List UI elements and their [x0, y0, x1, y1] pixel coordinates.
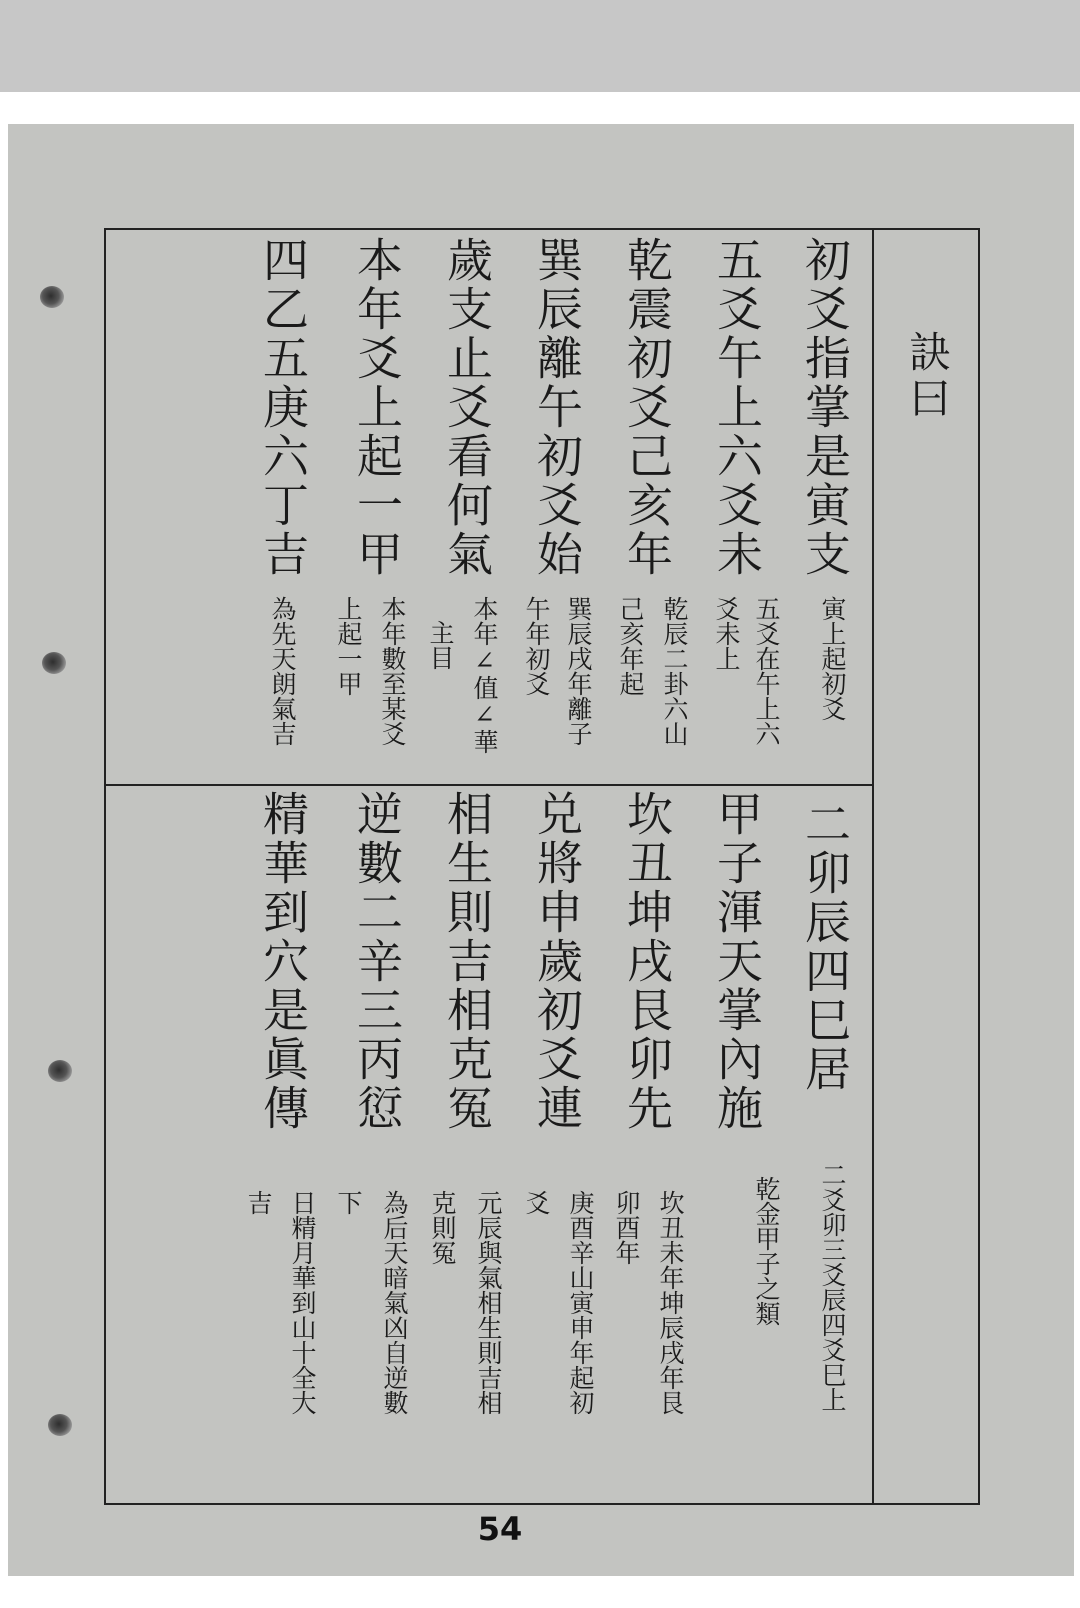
top-margin: [0, 0, 1080, 92]
page-number: 54: [477, 1510, 523, 1548]
verse-top-5: 歲支止爻看何氣: [440, 236, 494, 579]
verse-bottom-2: 甲子渾天掌內施: [710, 790, 764, 1133]
note-top-2b: 爻未上: [712, 596, 741, 671]
verse-top-1: 初爻指掌是寅支: [798, 236, 852, 579]
note-top-5a: 本年∠值∠華: [470, 596, 499, 754]
note-bottom-7b: 吉: [244, 1190, 273, 1215]
note-top-4a: 巽辰戌年離子: [564, 596, 593, 746]
note-bottom-7a: 日精月華到山十全大: [288, 1190, 317, 1415]
note-top-5b: 主目: [426, 620, 455, 670]
verse-top-3: 乾震初爻己亥年: [620, 236, 674, 579]
scan-bottom-border: [0, 1576, 1080, 1608]
verse-top-6: 本年爻上起一甲: [350, 236, 404, 579]
note-bottom-2a: 乾金甲子之類: [752, 1176, 781, 1326]
binding-hole: [42, 652, 66, 674]
note-bottom-6b: 下: [334, 1190, 363, 1215]
note-bottom-5a: 元辰與氣相生則吉相: [474, 1190, 503, 1415]
note-top-6b: 上起一甲: [334, 596, 363, 696]
heading-divider: [872, 228, 874, 1505]
binding-hole: [48, 1060, 72, 1082]
binding-hole: [48, 1414, 72, 1436]
scan-right-border: [1074, 124, 1080, 1608]
heading: 訣曰: [903, 330, 952, 422]
note-top-4b: 午年初爻: [522, 596, 551, 696]
verse-top-4: 巽辰離午初爻始: [530, 236, 584, 579]
note-bottom-4a: 庚酉辛山寅申年起初: [566, 1190, 595, 1415]
note-top-6a: 本年數至某爻: [378, 596, 407, 746]
verse-top-7: 四乙五庚六丁吉: [256, 236, 310, 579]
verse-bottom-7: 精華到穴是眞傳: [256, 790, 310, 1133]
scan-top-border: [0, 92, 1080, 124]
note-bottom-4b: 爻: [522, 1190, 551, 1215]
verse-bottom-6: 逆數二辛三丙愆: [350, 790, 404, 1133]
binding-hole: [40, 286, 64, 308]
verse-bottom-3: 坎丑坤戌艮卯先: [620, 790, 674, 1133]
note-top-2a: 五爻在午上六: [752, 596, 781, 746]
verse-bottom-4: 兑將申歲初爻連: [530, 790, 584, 1133]
verse-bottom-5: 相生則吉相克冤: [440, 790, 494, 1133]
note-bottom-1a: 二爻卯三爻辰四爻巳上: [818, 1162, 847, 1412]
note-top-3b: 己亥年起: [616, 596, 645, 696]
note-bottom-3a: 坎丑未年坤辰戌年艮: [656, 1190, 685, 1415]
note-top-1a: 寅上起初爻: [818, 596, 847, 721]
note-top-7a: 為先天朗氣吉: [268, 596, 297, 746]
note-bottom-6a: 為后天暗氣凶自逆數: [380, 1190, 409, 1415]
scan-left-border: [0, 124, 8, 1608]
note-bottom-5b: 克則冤: [428, 1190, 457, 1265]
verse-top-2: 五爻午上六爻未: [710, 236, 764, 579]
verse-bottom-1: 二卯辰四巳居: [798, 800, 852, 1094]
note-top-3a: 乾辰二卦六山: [660, 596, 689, 746]
note-bottom-3b: 卯酉年: [612, 1190, 641, 1265]
section-divider: [104, 784, 874, 786]
